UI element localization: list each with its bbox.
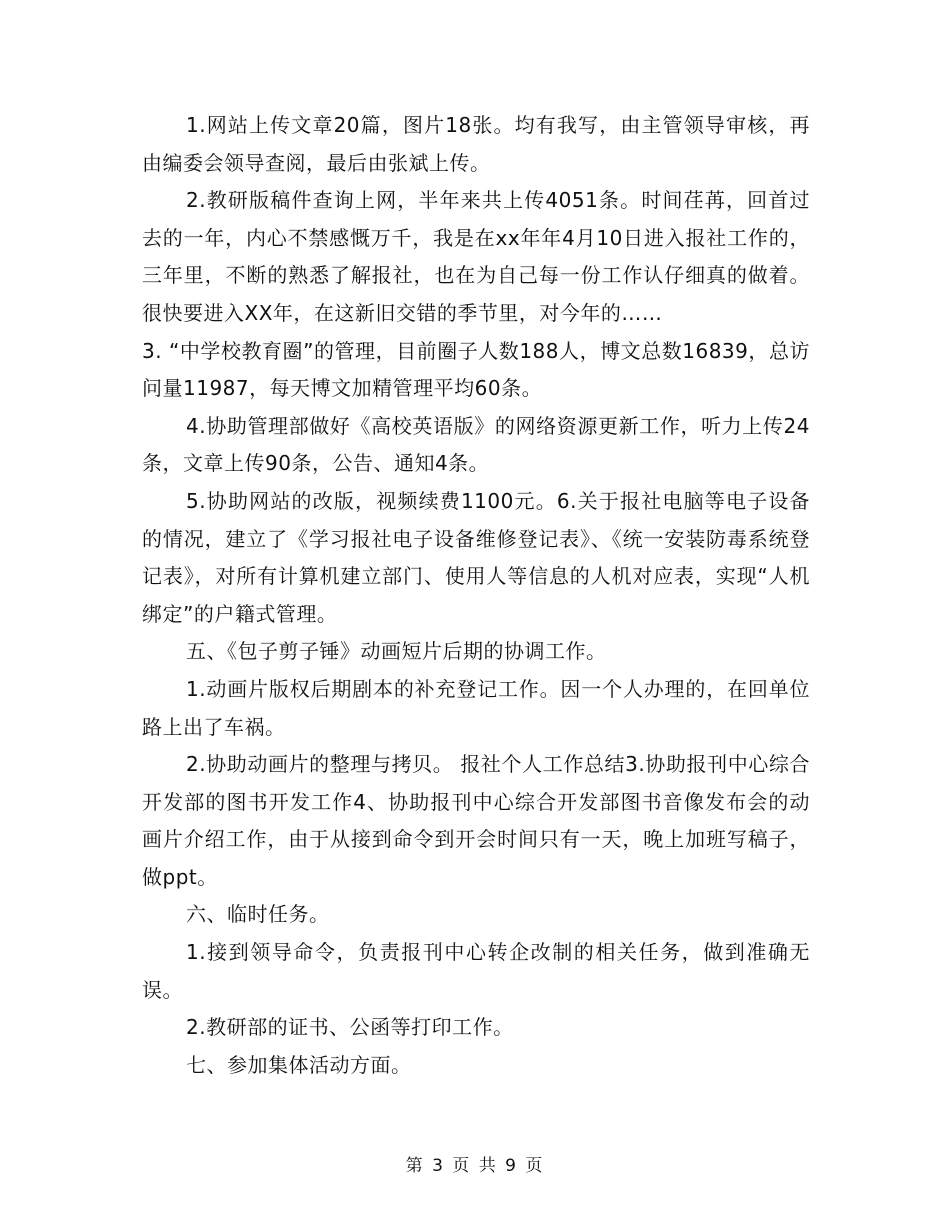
document-body xyxy=(142,107,810,1084)
paragraph-1: 1.网站上传文章20篇，图片18张。均有我写，由主管领导审核，再由编委会领导查阅，最后由张斌上传。 xyxy=(142,113,810,175)
paragraph-6: 1.动画片版权后期剧本的补充登记工作。因一个人办理的，在回单位路上出了车祸。 xyxy=(142,676,810,739)
paragraph-2: 2.教研版稿件查询上网，半年来共上传4051条。时间荏苒，回首过去的一年，内心不禁感慨万千，我是在xx年年4月10日进入报社工作的，三年里，不断的熟悉了解报社，也在为自己每一份工作认仔细真的做着。很快要进入XX年，在这新旧交错的季节里，对今年的…… xyxy=(142,188,810,325)
paragraph-9: 2.教研部的证书、公函等打印工作。 xyxy=(186,1015,514,1040)
paragraph-7: 2.协助动画片的整理与拷贝。 报社个人工作总结3.协助报刊中心综合开发部的图书开发工作4、协助报刊中心综合开发部图书音像发布会的动画片介绍工作，由于从接到命令到开会时间只有一天，晚上加班写稿子，做ppt。 xyxy=(142,752,810,889)
paragraph-3: 3. “中学校教育圈”的管理，目前圈子人数188人，博文总数16839，总访问量11987，每天博文加精管理平均60条。 xyxy=(142,338,810,401)
paragraph-5: 5.协助网站的改版，视频续费1100元。6.关于报社电脑等电子设备的情况，建立了《学习报社电子设备维修登记表》、《统一安装防毒系统登记表》，对所有计算机建立部门、使用人等信息的人机对应表，实现“人机绑定”的户籍式管理。 xyxy=(142,488,810,626)
section-heading-6: 六、临时任务。 xyxy=(186,902,330,927)
section-heading-7: 七、参加集体活动方面。 xyxy=(186,1052,412,1077)
paragraph-4: 4.协助管理部做好《高校英语版》的网络资源更新工作，听力上传24条，文章上传90条，公告、通知4条。 xyxy=(142,413,810,476)
section-heading-5: 五、《包子剪子锤》动画短片后期的协调工作。 xyxy=(186,639,607,664)
paragraph-8: 1.接到领导命令，负责报刊中心转企改制的相关任务，做到准确无误。 xyxy=(142,940,810,1002)
page-number-footer: 第 3 页 共 9 页 xyxy=(405,1156,545,1176)
